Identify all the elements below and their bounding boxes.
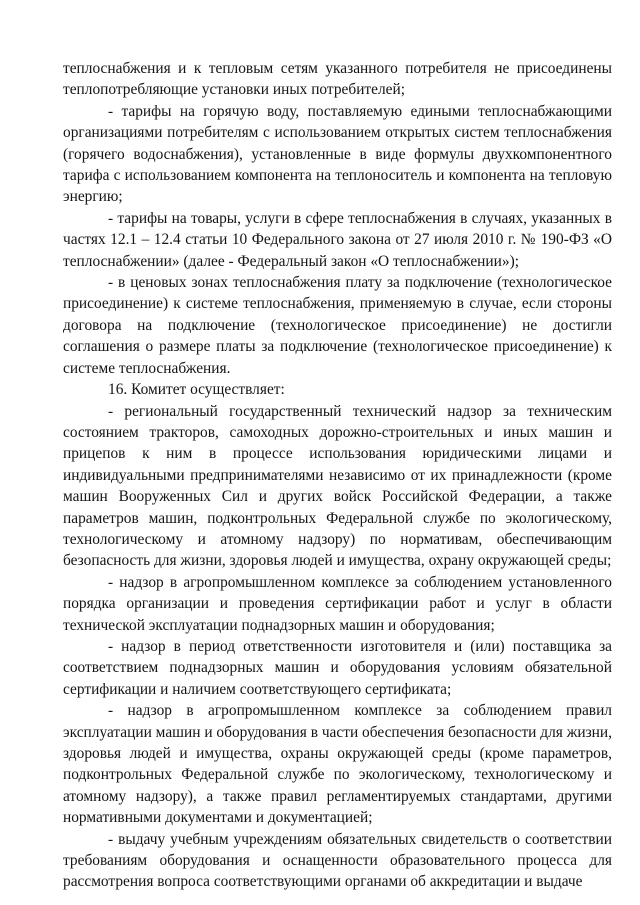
document-page (63, 58, 612, 893)
paragraph-manufacturer-liability: - надзор в период ответственности изготовителя и (или) поставщика за соответствием поднадзорных машин и оборудования условиям обязательной сертификации и наличием соответствующего сертификата; (63, 637, 612, 698)
paragraph-heat-supply-tariffs: - тарифы на товары, услуги в сфере теплоснабжения в случаях, указанных в частях 12.1 – 12.4 статьи 10 Федерального закона от 27 июля 2010 г. № 190-ФЗ «О теплоснабжении» (далее - Федеральный закон «О теплоснабжении»); (63, 209, 612, 270)
paragraph-continuation: теплоснабжения и к тепловым сетям указанного потребителя не присоединены теплопотребляющие установки иных потребителей; (63, 60, 612, 99)
paragraph-connection-fee: - в ценовых зонах теплоснабжения плату за подключение (технологическое присоединение) к системе теплоснабжения, применяемую в случае, если стороны договора на подключение (технологическое присоединение) не достигли соглашения о размере платы за подключение (технологическое присоединение) к системе теплоснабжения. (63, 274, 612, 377)
section-16-heading: 16. Комитет осуществляет: (108, 381, 285, 399)
paragraph-technical-supervision: - региональный государственный технический надзор за техническим состоянием тракторов, самоходных дорожно-строительных и иных машин и прицепов к ним в процессе использования юридическими лицами и индивидуальными предпринимателями независимо от их принадлежности (кроме машин Вооруженных Сил и других войск Российской Федерации, а также параметров машин, подконтрольных Федеральной службе по экологическому, технологическому и атомному надзору) по нормативам, обеспечивающим безопасность для жизни, здоровья людей и имущества, охрану окружающей среды; (63, 402, 612, 570)
paragraph-operation-rules: - надзор в агропромышленном комплексе за соблюдением правил эксплуатации машин и оборудования в части обеспечения безопасности для жизни, здоровья людей и имущества, охраны окружающей среды (кроме параметров, подконтрольных Федеральной службе по экологическому, технологическому и атомному надзору), а также правил регламентируемых стандартами, другими нормативными документами и документацией; (63, 702, 612, 827)
paragraph-hot-water-tariffs: - тарифы на горячую воду, поставляемую едиными теплоснабжающими организациями потребителям с использованием открытых систем теплоснабжения (горячего водоснабжения), установленные в виде формулы двухкомпонентного тарифа с использованием компонента на теплоноситель и компонента на тепловую энергию; (63, 102, 612, 206)
paragraph-certificates-issuance: - выдачу учебным учреждениям обязательных свидетельств о соответствии требованиям оборудования и оснащенности образовательного процесса для рассмотрения вопроса соответствующими органами об аккредитации и выдаче (63, 830, 612, 891)
paragraph-certification-supervision: - надзор в агропромышленном комплексе за соблюдением установленного порядка организации и проведения сертификации работ и услуг в области технической эксплуатации поднадзорных машин и оборудования; (63, 573, 612, 634)
